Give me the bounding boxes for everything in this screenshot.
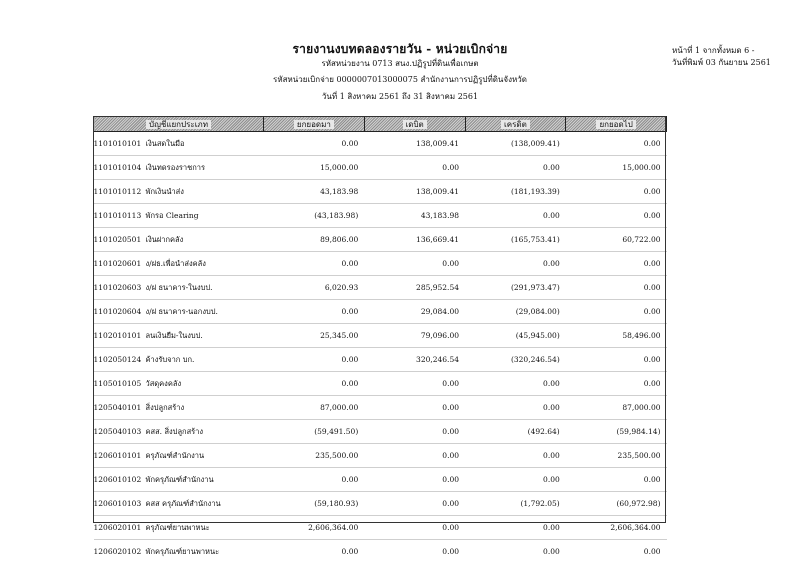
- credit-cell: 0.00: [465, 156, 566, 180]
- brought-forward-cell: 0.00: [341, 139, 359, 148]
- debit-cell: 0.00: [364, 420, 465, 444]
- account-code-cell: 1101010104: [94, 156, 142, 180]
- account-name-cell: พักเงินนำส่ง: [142, 180, 264, 204]
- disbursing-unit-line: รหัสหน่วยเบิกจ่าย 0000007013000075 สำนักงานการปฏิรูปที่ดินจังหวัด: [273, 75, 527, 84]
- brought-forward-cell: 0.00: [264, 540, 365, 564]
- account-code-cell: 1101020603: [94, 276, 142, 300]
- account-name-cell: คสส. สิ่งปลูกสร้าง: [142, 420, 264, 444]
- carried-forward-cell: 0.00: [566, 372, 667, 396]
- carried-forward-cell: (60,972.98): [566, 492, 667, 516]
- table-row: [94, 348, 667, 372]
- print-date: วันที่พิมพ์ 03 กันยายน 2561: [672, 58, 771, 67]
- account-name-cell: ค้างรับจาก บก.: [142, 348, 264, 372]
- carried-forward-cell: 0.00: [643, 139, 661, 148]
- credit-cell: (320,246.54): [465, 348, 566, 372]
- table-row: [94, 492, 667, 516]
- table-row: [94, 276, 667, 300]
- table-row: [94, 468, 667, 492]
- brought-forward-cell: 43,183.98: [264, 180, 365, 204]
- date-range: วันที่ 1 สิงหาคม 2561 ถึง 31 สิงหาคม 2561: [321, 92, 479, 101]
- debit-cell: 0.00: [364, 492, 465, 516]
- brought-forward-cell: 0.00: [264, 468, 365, 492]
- brought-forward-cell: 25,345.00: [264, 324, 365, 348]
- credit-cell: 0.00: [465, 468, 566, 492]
- debit-cell: 285,952.54: [364, 276, 465, 300]
- carried-forward-cell: 235,500.00: [566, 444, 667, 468]
- credit-cell: 0.00: [465, 372, 566, 396]
- debit-cell: 0.00: [364, 396, 465, 420]
- account-code-cell: 1101020601: [94, 252, 142, 276]
- account-code-cell: 1102050124: [94, 348, 142, 372]
- account-name-cell: เงินทดรองราชการ: [142, 156, 264, 180]
- carried-forward-cell: 87,000.00: [566, 396, 667, 420]
- credit-cell: (165,753.41): [465, 228, 566, 252]
- header-brought-forward: ยกยอดมา: [264, 117, 365, 132]
- brought-forward-cell: 2,606,364.00: [264, 516, 365, 540]
- carried-forward-cell: (59,984.14): [566, 420, 667, 444]
- table-row: [94, 372, 667, 396]
- account-name-cell: ง/ฝ ธนาคาร-ในงบป.: [142, 276, 264, 300]
- credit-cell: 0.00: [465, 444, 566, 468]
- table-row: [94, 252, 667, 276]
- account-code-cell: 1206020101: [94, 516, 142, 540]
- account-name-cell: พักครุภัณฑ์ยานพาหนะ: [142, 540, 264, 564]
- brought-forward-cell: 0.00: [264, 252, 365, 276]
- account-code-cell: 1101010101: [93, 139, 142, 148]
- table-row: [94, 420, 667, 444]
- carried-forward-cell: 0.00: [566, 348, 667, 372]
- account-name-cell: พักครุภัณฑ์สำนักงาน: [142, 468, 264, 492]
- brought-forward-cell: 6,020.93: [264, 276, 365, 300]
- debit-cell: 0.00: [364, 372, 465, 396]
- debit-cell: 79,096.00: [364, 324, 465, 348]
- brought-forward-cell: (59,491.50): [264, 420, 365, 444]
- account-code-cell: 1105010105: [94, 372, 142, 396]
- account-name-cell: เงินฝากคลัง: [142, 228, 264, 252]
- debit-cell: 29,084.00: [364, 300, 465, 324]
- trial-balance-table: [93, 116, 667, 563]
- carried-forward-cell: 60,722.00: [566, 228, 667, 252]
- credit-cell: 0.00: [465, 516, 566, 540]
- header-credit: เครดิต: [465, 117, 566, 132]
- account-code-cell: 1102010101: [94, 324, 142, 348]
- header-debit: เดบิต: [364, 117, 465, 132]
- brought-forward-cell: (59,180.93): [264, 492, 365, 516]
- account-name-cell: ง/ฝธ.เพื่อนำส่งคลัง: [142, 252, 264, 276]
- debit-cell: 0.00: [364, 156, 465, 180]
- account-name-cell: ลนเงินยืม-ในงบป.: [142, 324, 264, 348]
- brought-forward-cell: 89,806.00: [264, 228, 365, 252]
- table-row: [94, 156, 667, 180]
- debit-cell: 138,009.41: [416, 139, 459, 148]
- account-code-cell: 1101010113: [94, 204, 142, 228]
- credit-cell: 0.00: [465, 204, 566, 228]
- account-name-cell: สิ่งปลูกสร้าง: [142, 396, 264, 420]
- carried-forward-cell: 0.00: [566, 468, 667, 492]
- account-code-cell: 1206010101: [94, 444, 142, 468]
- table-row: [94, 324, 667, 348]
- debit-cell: 43,183.98: [364, 204, 465, 228]
- debit-cell: 0.00: [364, 516, 465, 540]
- table-row: [94, 516, 667, 540]
- account-name-cell: ครุภัณฑ์สำนักงาน: [142, 444, 264, 468]
- brought-forward-cell: 87,000.00: [264, 396, 365, 420]
- table-header-row: [94, 117, 667, 132]
- report-title: รายงานงบทดลองรายวัน - หน่วยเบิกจ่าย: [292, 42, 508, 56]
- carried-forward-cell: 0.00: [566, 204, 667, 228]
- account-code-cell: 1101010112: [94, 180, 142, 204]
- debit-cell: 0.00: [364, 540, 465, 564]
- account-name-cell: พักรอ Clearing: [142, 204, 264, 228]
- table-row: [94, 300, 667, 324]
- debit-cell: 136,669.41: [364, 228, 465, 252]
- brought-forward-cell: 15,000.00: [264, 156, 365, 180]
- debit-cell: 0.00: [364, 444, 465, 468]
- account-code-cell: 1205040101: [94, 396, 142, 420]
- table-row: [94, 132, 667, 156]
- debit-cell: 320,246.54: [364, 348, 465, 372]
- header-carried-forward: ยกยอดไป: [566, 117, 667, 132]
- carried-forward-cell: 0.00: [566, 276, 667, 300]
- carried-forward-cell: 0.00: [566, 252, 667, 276]
- unit-line: รหัสหน่วยงาน 0713 สนง.ปฏิรูปที่ดินเพื่อเกษต: [321, 59, 479, 68]
- table-row: [94, 396, 667, 420]
- credit-cell: (138,009.41): [510, 139, 560, 148]
- brought-forward-cell: 0.00: [264, 300, 365, 324]
- table-row: [94, 540, 667, 564]
- account-code-cell: 1206020102: [94, 540, 142, 564]
- credit-cell: (492.64): [465, 420, 566, 444]
- account-code-cell: 1101020501: [94, 228, 142, 252]
- carried-forward-cell: 0.00: [566, 180, 667, 204]
- debit-cell: 0.00: [364, 468, 465, 492]
- brought-forward-cell: 0.00: [264, 348, 365, 372]
- credit-cell: (45,945.00): [465, 324, 566, 348]
- table-row: [94, 228, 667, 252]
- brought-forward-cell: (43,183.98): [264, 204, 365, 228]
- account-code-cell: 1206010102: [94, 468, 142, 492]
- credit-cell: (1,792.05): [465, 492, 566, 516]
- debit-cell: 0.00: [364, 252, 465, 276]
- credit-cell: (181,193.39): [465, 180, 566, 204]
- account-name-cell: วัสดุคงคลัง: [142, 372, 264, 396]
- table-row: [94, 204, 667, 228]
- account-code-cell: 1205040103: [94, 420, 142, 444]
- table-row: [94, 444, 667, 468]
- account-code-cell: 1206010103: [94, 492, 142, 516]
- carried-forward-cell: 0.00: [566, 540, 667, 564]
- account-name-cell: คสส ครุภัณฑ์สำนักงาน: [142, 492, 264, 516]
- debit-cell: 138,009.41: [364, 180, 465, 204]
- credit-cell: 0.00: [465, 396, 566, 420]
- brought-forward-cell: 0.00: [264, 372, 365, 396]
- brought-forward-cell: 235,500.00: [264, 444, 365, 468]
- carried-forward-cell: 58,496.00: [566, 324, 667, 348]
- account-name-cell: ครุภัณฑ์ยานพาหนะ: [142, 516, 264, 540]
- credit-cell: 0.00: [465, 252, 566, 276]
- carried-forward-cell: 2,606,364.00: [566, 516, 667, 540]
- credit-cell: (291,973.47): [465, 276, 566, 300]
- carried-forward-cell: 15,000.00: [566, 156, 667, 180]
- page-info: หน้าที่ 1 จากทั้งหมด 6 -: [672, 46, 755, 55]
- credit-cell: 0.00: [465, 540, 566, 564]
- credit-cell: (29,084.00): [465, 300, 566, 324]
- table-row: [94, 180, 667, 204]
- account-name-cell: ง/ฝ ธนาคาร-นอกงบป.: [142, 300, 264, 324]
- account-name-cell: เงินสดในมือ: [145, 138, 185, 148]
- carried-forward-cell: 0.00: [566, 300, 667, 324]
- header-account: บัญชีแยกประเภท: [94, 117, 264, 132]
- account-code-cell: 1101020604: [94, 300, 142, 324]
